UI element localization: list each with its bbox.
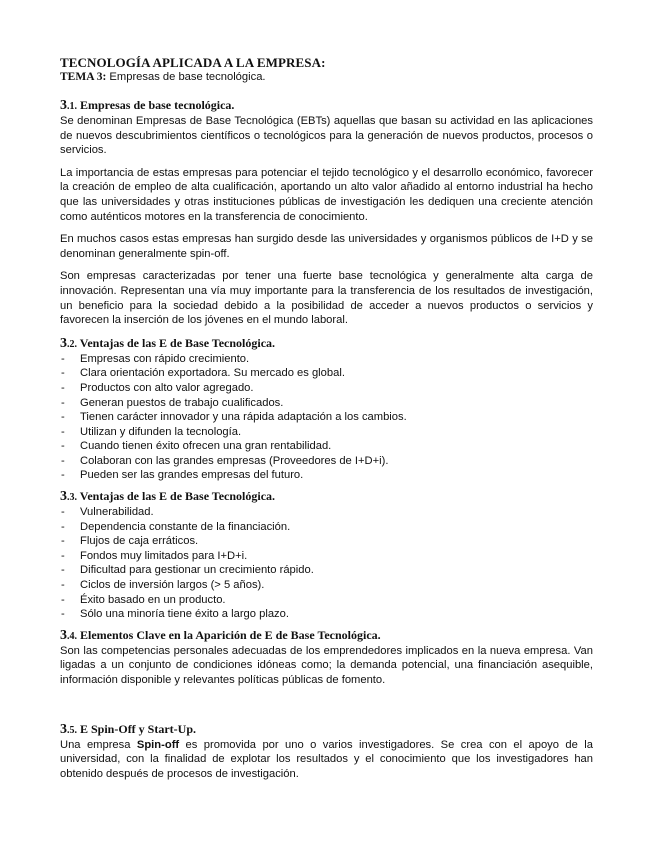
tema-label: TEMA 3: <box>60 71 107 83</box>
list-item: - Colaboran con las grandes empresas (Proveedores de I+D+i). <box>61 454 389 467</box>
list-item: - Cuando tienen éxito ofrecen una gran rentabilidad. <box>61 440 332 453</box>
document-title: TECNOLOGÍA APLICADA A LA EMPRESA: <box>60 55 326 70</box>
tema-text: Empresas de base tecnológica. <box>106 71 266 83</box>
list-item: - Dificultad para gestionar un crecimiento rápido. <box>61 564 314 577</box>
paragraph: Una empresa Spin-off es promovida por uno o varios investigadores. Se crea con el apoyo de la universidad, con la finalidad de explotar los resultados y el conocimiento que los investigadores han obtenido después de procesos de investigación. <box>60 738 593 780</box>
spin-off-term: Spin-off <box>136 738 180 751</box>
list-item: - Ciclos de inversión largos (> 5 años). <box>61 579 265 592</box>
document-page <box>60 56 593 789</box>
advantages-list <box>60 352 593 483</box>
disadvantages-list <box>60 505 593 622</box>
spacer <box>60 696 593 722</box>
list-item: - Empresas con rápido crecimiento. <box>61 352 250 365</box>
list-item: - Fondos muy limitados para I+D+i. <box>61 549 248 562</box>
list-item: - Clara orientación exportadora. Su mercado es global. <box>61 367 345 380</box>
section-heading-3-3: 3.3. Ventajas de las E de Base Tecnológica. <box>60 489 276 505</box>
section-heading-3-1: 3.1. Empresas de base tecnológica. <box>60 98 235 113</box>
list-item: - Productos con alto valor agregado. <box>61 381 254 394</box>
section-heading-3-4: 3.4. Elementos Clave en la Aparición de E de Base Tecnológica. <box>60 627 381 643</box>
list-item: - Pueden ser las grandes empresas del futuro. <box>61 469 304 482</box>
list-item: - Tienen carácter innovador y una rápida adaptación a los cambios. <box>61 411 407 424</box>
paragraph: En muchos casos estas empresas han surgido desde las universidades y organismos públicos de I+D y se denominan generalmente spin-off. <box>60 233 593 260</box>
list-item: - Éxito basado en un producto. <box>61 593 226 606</box>
paragraph: Se denominan Empresas de Base Tecnológica (EBTs) aquellas que basan su actividad en las aplicaciones de nuevos descubrimientos científicos o tecnológicos para la generación de nuevos productos, procesos o servicios. <box>60 115 593 157</box>
paragraph: La importancia de estas empresas para potenciar el tejido tecnológico y el desarrollo económico, favorecer la creación de empleo de alta cualificación, aportando un alto valor añadido al entorno industrial ha hecho que las universidades y otras instituciones públicas de investigación les dediquen una creciente atención como auténticos motores en la transferencia de conocimiento. <box>60 166 593 223</box>
list-item: - Utilizan y difunden la tecnología. <box>61 425 242 438</box>
list-item: - Dependencia constante de la financiación. <box>61 520 291 533</box>
list-item: - Flujos de caja erráticos. <box>61 535 199 548</box>
paragraph: Son empresas caracterizadas por tener una fuerte base tecnológica y generalmente alta carga de innovación. Representan una vía muy importante para la transferencia de los resultados de investigación, un beneficio para la sociedad debido a la posibilidad de acceder a nuevos productos o servicios y favorecen la inserción de los jóvenes en el mundo laboral. <box>60 270 593 327</box>
section-heading-3-2: 3.2. Ventajas de las E de Base Tecnológica. <box>60 335 276 351</box>
list-item: - Generan puestos de trabajo cualificados. <box>61 396 284 409</box>
section-heading-3-5: 3.5. E Spin-Off y Start-Up. <box>60 721 197 737</box>
paragraph: Son las competencias personales adecuadas de los emprendedores implicados en la nueva empresa. Van ligadas a un conjunto de condiciones idóneas como; la demanda potencial, una financiación asequible, información disponible y relevantes políticas públicas de fomento. <box>60 644 593 686</box>
list-item: - Vulnerabilidad. <box>61 506 154 519</box>
list-item: - Sólo una minoría tiene éxito a largo plazo. <box>61 608 289 621</box>
document-subtitle <box>60 70 593 84</box>
